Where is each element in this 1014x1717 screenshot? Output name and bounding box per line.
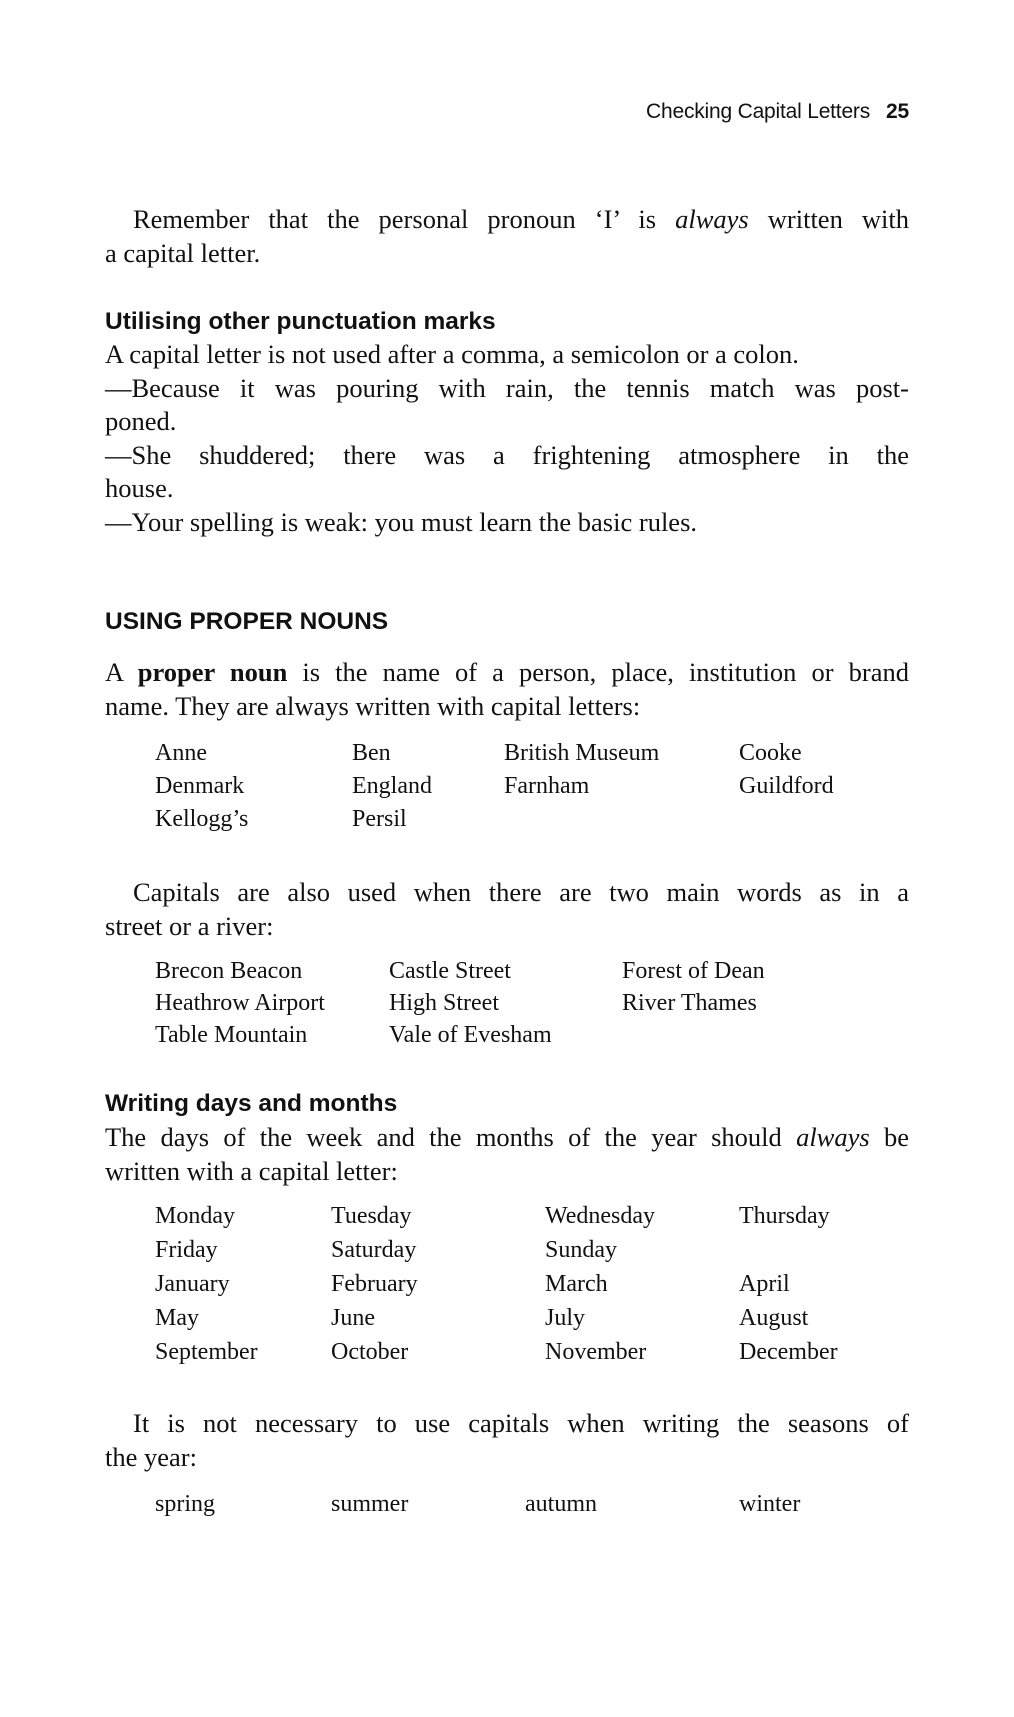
punctuation-line: poned.	[105, 406, 177, 436]
proper-noun-text: A	[105, 657, 138, 687]
name-item: Denmark	[155, 773, 245, 799]
name-item: England	[352, 773, 432, 799]
places-line-2: street or a river:	[105, 910, 274, 941]
day-item: Friday	[155, 1237, 218, 1263]
day-item: Monday	[155, 1203, 235, 1229]
name-item: Farnham	[504, 773, 590, 799]
days-emphasis: always	[796, 1122, 870, 1152]
heading-punctuation: Utilising other punctuation marks	[105, 308, 496, 335]
place-item: Table Mountain	[155, 1022, 308, 1048]
days-line-1	[105, 1121, 909, 1155]
days-text: be	[869, 1122, 909, 1152]
punctuation-paragraph	[105, 338, 909, 539]
places-line-1: Capitals are also used when there are two main words as in a	[133, 877, 909, 907]
name-item: Anne	[155, 740, 207, 766]
day-item: Wednesday	[545, 1203, 656, 1229]
intro-text: Remember that the personal pronoun ‘I’ is	[133, 204, 676, 234]
days-paragraph	[105, 1121, 909, 1188]
season-item: winter	[739, 1491, 801, 1517]
seasons-line-1: It is not necessary to use capitals when writing the seasons of	[133, 1408, 909, 1438]
proper-noun-text: is the name of a person, place, institution or brand	[287, 657, 909, 687]
place-item: Castle Street	[389, 958, 511, 984]
proper-noun-line-1	[105, 656, 909, 690]
month-item: December	[739, 1339, 838, 1365]
month-item: June	[331, 1305, 375, 1331]
day-item: Sunday	[545, 1237, 617, 1263]
punctuation-line: A capital letter is not used after a comma, a semicolon or a colon.	[105, 339, 799, 369]
punctuation-line: —Your spelling is weak: you must learn the basic rules.	[105, 506, 698, 537]
month-item: August	[739, 1305, 809, 1331]
punctuation-line: —She shuddered; there was a frightening atmosphere in the	[105, 439, 909, 470]
proper-noun-line-2: name. They are always written with capital letters:	[105, 690, 641, 721]
intro-line-2: a capital letter.	[105, 237, 261, 268]
days-line-2: written with a capital letter:	[105, 1155, 398, 1186]
month-item: November	[545, 1339, 647, 1365]
season-item: autumn	[525, 1491, 597, 1517]
punctuation-line: house.	[105, 473, 174, 503]
intro-text: written with	[748, 204, 909, 234]
seasons-paragraph	[105, 1407, 909, 1474]
heading-days-months: Writing days and months	[105, 1090, 398, 1117]
month-item: March	[545, 1271, 608, 1297]
name-item: Ben	[352, 740, 391, 766]
name-item: British Museum	[504, 740, 660, 766]
month-item: September	[155, 1339, 258, 1365]
day-item: Tuesday	[331, 1203, 412, 1229]
proper-noun-paragraph	[105, 656, 909, 723]
running-header	[646, 100, 909, 124]
days-text: The days of the week and the months of the year should	[105, 1122, 797, 1152]
place-item: River Thames	[622, 990, 757, 1016]
season-item: spring	[155, 1491, 215, 1517]
proper-noun-term: proper noun	[137, 657, 288, 687]
intro-line-1	[105, 203, 909, 237]
seasons-line-2: the year:	[105, 1441, 197, 1472]
place-item: Vale of Evesham	[389, 1022, 552, 1048]
page-number: 25	[886, 100, 909, 123]
month-item: February	[331, 1271, 418, 1297]
places-paragraph	[105, 876, 909, 943]
punctuation-line: —Because it was pouring with rain, the tennis match was post-	[105, 372, 909, 403]
season-item: summer	[331, 1491, 409, 1517]
intro-emphasis: always	[675, 204, 749, 234]
month-item: May	[155, 1305, 199, 1331]
name-item: Kellogg’s	[155, 806, 249, 832]
place-item: Heathrow Airport	[155, 990, 325, 1016]
running-header-title: Checking Capital Letters	[646, 100, 871, 123]
name-item: Cooke	[739, 740, 802, 766]
month-item: October	[331, 1339, 409, 1365]
month-item: January	[155, 1271, 230, 1297]
name-item: Guildford	[739, 773, 834, 799]
name-item: Persil	[352, 806, 407, 832]
place-item: Brecon Beacon	[155, 958, 303, 984]
heading-proper-nouns: USING PROPER NOUNS	[105, 608, 389, 635]
place-item: High Street	[389, 990, 499, 1016]
place-item: Forest of Dean	[622, 958, 765, 984]
day-item: Saturday	[331, 1237, 417, 1263]
month-item: July	[545, 1305, 586, 1331]
month-item: April	[739, 1271, 790, 1297]
day-item: Thursday	[739, 1203, 830, 1229]
intro-paragraph	[105, 203, 909, 270]
